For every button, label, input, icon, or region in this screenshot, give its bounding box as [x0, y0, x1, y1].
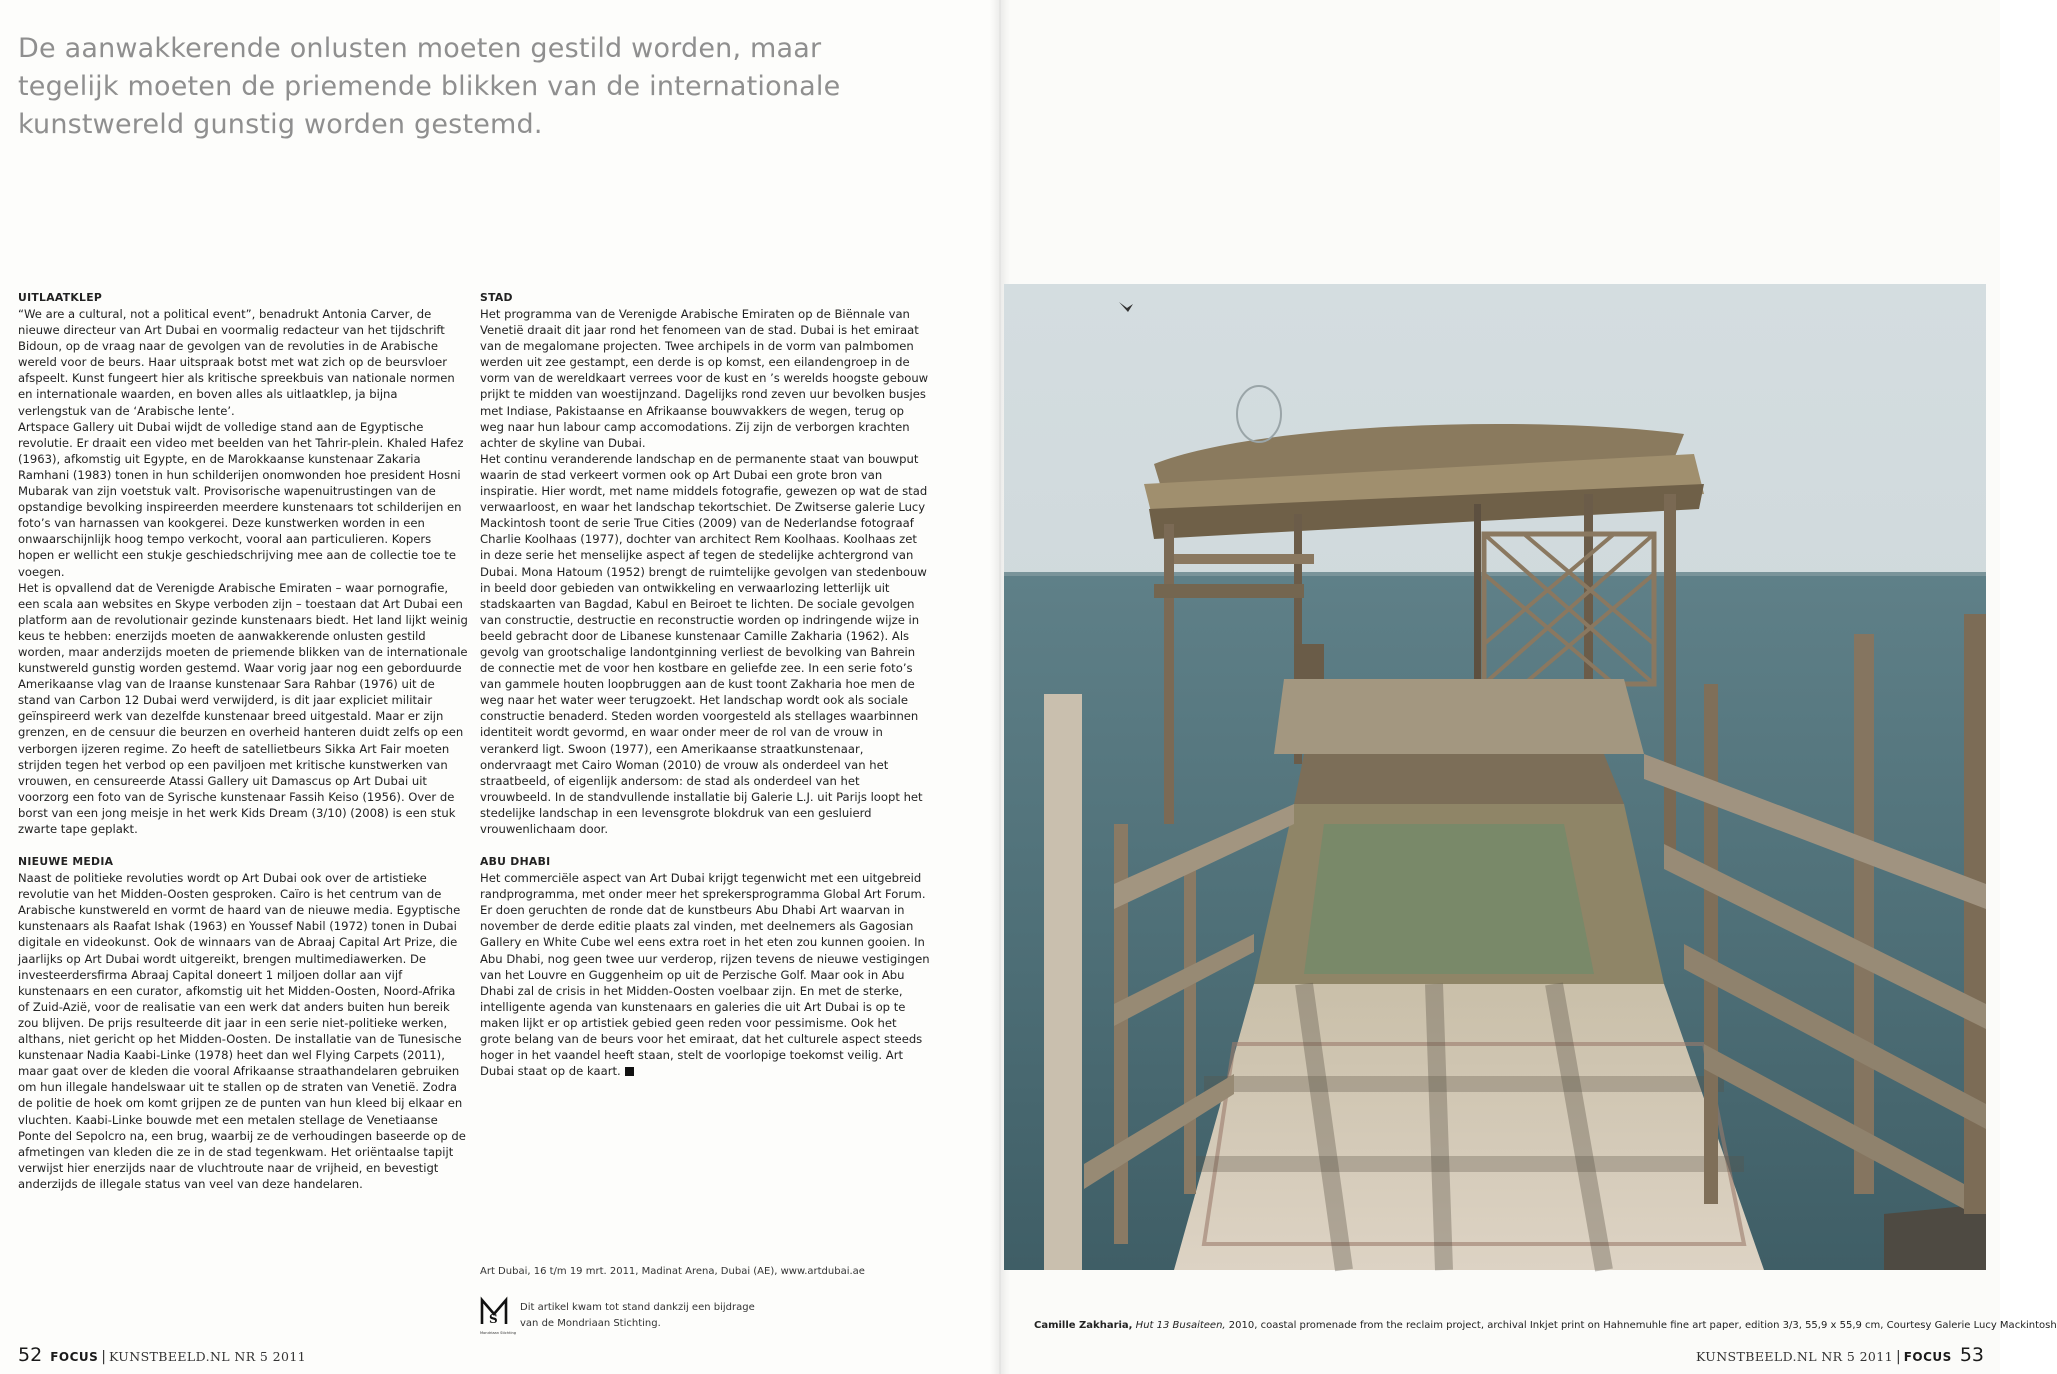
photo-caption — [1034, 1320, 2057, 1331]
footer-left — [18, 1344, 306, 1366]
issue-label: KUNSTBEELD.NL NR 5 2011 — [1695, 1349, 1893, 1364]
credit-text — [520, 1300, 755, 1332]
mondriaan-logo-icon — [480, 1296, 517, 1336]
end-mark-icon — [625, 1067, 634, 1076]
section-heading: NIEUWE MEDIA — [18, 855, 114, 869]
svg-text:S: S — [489, 1312, 498, 1326]
logo-caption: Mondriaan Stichting — [480, 1331, 517, 1335]
footer-right — [1696, 1344, 1984, 1366]
separator: | — [101, 1349, 106, 1365]
caption-artist: Camille Zakharia, — [1034, 1320, 1133, 1331]
page-number: 53 — [1959, 1344, 1984, 1366]
body-paragraph: Artspace Gallery uit Dubai wijdt de volledige stand aan de Egyptische revolutie. Er draait een video met beelden van het Tahrir-plein. Khaled Hafez (1963), afkomstig uit Egypte, en de Marokkaanse kunstenaar Zakaria Ramhani (1983) tonen in hun schilderijen onomwonden hoe president Hosni Mubarak van zijn voetstuk valt. Provisorische wapenuitrustingen van de opstandige bevolking inspireerden meerdere kunstenaars tot schilderijen en foto’s van harnassen van kookgerei. Deze kunstwerken worden in een onwaarschijnlijk hoog tempo verkocht, vooral aan particulieren. Kopers hopen er wellicht een stukje geschiedschrijving mee aan de collectie toe te voegen. — [18, 419, 464, 579]
caption-details: 2010, coastal promenade from the reclaim project, archival Inkjet print on Hahnemuhle fine art paper, edition 3/3, 55,9 x 55,9 cm, Courtesy Galerie Lucy Mackintosh — [1228, 1320, 2057, 1331]
separator: | — [1896, 1349, 1901, 1365]
closing-paragraph-text: Het commerciële aspect van Art Dubai krijgt tegenwicht met een uitgebreid randprogramma, met onder meer het sprekersprogramma Global Art Forum. Er doen geruchten de ronde dat de kunstbeurs Abu Dhabi Art waarvan in november de derde editie plaats zal vinden, met deelnemers als Gagosian Gallery en White Cube wel eens extra roet in het eten zou kunnen gooien. In Abu Dhabi, nog geen twee uur verderop, rijzen tevens de nieuwe vestigingen van het Louvre en Guggenheim op uit de Perzische Golf. Maar ook in Abu Dhabi zal de crisis in het Midden-Oosten voelbaar zijn. En met de sterke, intelligente agenda van kunstenaars en galeries die uit Art Dubai is op te maken lijkt er op artistiek gebied geen reden voor pessimisme. Ook het grote belang van de beurs voor het emiraat, dat het culturele aspect steeds hoger in het vaandel heeft staan, stelt de voorlopige toekomst veilig. Art Dubai staat op de kaart. — [480, 871, 930, 1079]
credit-line: Dit artikel kwam tot stand dankzij een bijdrage — [520, 1302, 755, 1313]
section-heading: UITLAATKLEP — [18, 291, 103, 304]
body-paragraph: Het programma van de Verenigde Arabische Emiraten op de Biënnale van Venetië draait dit jaar rond het fenomeen van de stad. Dubai is het emiraat van de megalomane projecten. Twee archipels in de vorm van palmbomen werden uit zee gestampt, een derde is op komst, een eilandengroep in de vorm van de wereldkaart verrees voor de kust en ’s werelds hoogste gebouw prijkt te midden van woestijnzand. Dagelijks rond zeven uur bevolken busjes met Indiase, Pakistaanse en Afrikaanse bouwvakkers de wegen, terug op weg naar hun labour camp accomodations. Zij zijn de verborgen krachten achter de skyline van Dubai. — [480, 307, 929, 450]
sponsor-credit — [480, 1296, 755, 1336]
pull-quote: De aanwakkerende onlusten moeten gestild worden, maar tegelijk moeten de priemende blikken van de internationale kunstwereld gunstig worden gestemd. — [18, 33, 841, 140]
body-paragraph — [480, 870, 930, 1079]
section-heading: STAD — [480, 291, 513, 304]
page-number: 52 — [18, 1344, 43, 1366]
body-paragraph: Naast de politieke revoluties wordt op Art Dubai ook over de artistieke revolutie van het Midden-Oosten gesproken. Caïro is het centrum van de Arabische kunstwereld en vormt de haard van de nieuwe media. Egyptische kunstenaars als Raafat Ishak (1963) en Youssef Nabil (1972) tonen in Dubai digitale en videokunst. Ook de winnaars van de Abraaj Capital Art Prize, die jaarlijks op Art Dubai wordt uitgereikt, brengen multimediawerken. De investeerdersfirma Abraaj Capital doneert 1 miljoen dollar aan vijf kunstenaars en een curator, afkomstig uit het Midden-Oosten, Noord-Afrika of Zuid-Azië, voor de realisatie van een werk dat anders buiten hun bereik zou blijven. De prijs resulteerde dit jaar in een serie niet-politieke werken, althans, niet gericht op het Midden-Oosten. De installatie van de Tunesische kunstenaar Nadia Kaabi-Linke (1978) heet dan wel Flying Carpets (2011), maar gaat over de kleden die vooral Afrikaanse straathandelaren gebruiken om hun illegale handelswaar uit te stallen op de straten van Venetië. Zodra de politie de hoek om komt grijpen ze de punten van hun kleed bij elkaar en vluchten. Kaabi-Linke bouwde met een metalen stellage de Venetiaanse Ponte del Sepolcro na, een brug, waarbij ze de verhoudingen baseerde op de afmetingen van kleden die ze in de stad tegenkwam. Het oriëntaalse tapijt verwijst hier enerzijds naar de vluchtroute naar de vrijheid, en bevestigt anderzijds de illegale status van veel van deze handelaren. — [18, 871, 466, 1191]
section-heading: ABU DHABI — [480, 855, 551, 869]
caption-title: Hut 13 Busaiteen, — [1135, 1320, 1226, 1331]
body-paragraph: Het continu veranderende landschap en de permanente staat van bouwput waarin de stad verkeert vormen ook op Art Dubai een grote bron van inspiratie. Hier wordt, met name middels fotografie, gewezen op wat de stad verwaarloost, en waar het landschap tekortschiet. De Zwitserse galerie Lucy Mackintosh toont de serie True Cities (2009) van de Nederlandse fotograaf Charlie Koolhaas (1977), dochter van architect Rem Koolhaas. Koolhaas zet in deze serie het menselijke aspect af tegen de stedelijke achtergrond van Dubai. Mona Hatoum (1952) brengt de ruimtelijke gevolgen van stedenbouw in beeld door gebieden van ontwikkeling en verwaarlozing letterlijk uit stadskaarten van Bagdad, Kabul en Beiroet te lichten. De sociale gevolgen van constructie, destructie en reconstructie worden op indringende wijze in beeld gebracht door de Libanese kunstenaar Camille Zakharia (1962). Als gevolg van grootschalige landontginning verliest de bevolking van Bahrein de connectie met de voor hen kostbare en geliefde zee. In een serie foto’s van gammele houten loopbruggen aan de kust toont Zakharia hoe men de weg naar het water weer terugzoekt. Het landschap wordt ook als sociale constructie benaderd. Steden worden voorgesteld als stellages waarbinnen identiteit wordt gevormd, en waar onder meer de rol van de vrouw in verankerd ligt. Swoon (1977), een Amerikaanse straatkunstenaar, ondervraagt met Cairo Woman (2010) de vrouw als onderdeel van het straatbeeld, of eigenlijk andersom: de stad als onderdeel van het vrouwbeeld. In de standvullende installatie bij Galerie L.J. uit Parijs loopt het stedelijke landschap in een levensgrote blokdruk van een gesluierd vrouwenlichaam door. — [480, 451, 928, 836]
article-column-left — [18, 290, 468, 1201]
section-label: FOCUS — [50, 1350, 99, 1364]
body-paragraph: Het is opvallend dat de Verenigde Arabische Emiraten – waar pornografie, een scala aan websites en Skype verboden zijn – toestaan dat Art Dubai een platform aan de revolutionair gezinde kunstenaars biedt. Het land lijkt weinig keus te hebben: enerzijds moeten de aanwakkerende onlusten gestild worden, maar anderzijds moeten de priemende blikken van de internationale kunstwereld gunstig worden gestemd. Waar vorig jaar nog een geborduurde Amerikaanse vlag van de Iraanse kunstenaar Sara Rahbar (1976) uit de stand van Carbon 12 Dubai werd verwijderd, is dit jaar expliciet militair geïnspireerd werk van dezelfde kunstenaar breed uitgestald. Maar er zijn grenzen, en de censuur die beurzen en overheid hanteren duidt zelfs op een verborgen ijzeren regime. Zo heeft de satellietbeurs Sikka Art Fair moeten strijden tegen het verbod op een paviljoen met kritische kunstwerken van vrouwen, en censureerde Atassi Gallery uit Damascus op Art Dubai uit voorzorg een foto van de Syrische kunstenaar Fassih Keiso (1956). Over de borst van een jong meisje in het werk Kids Dream (3/10) (2008) is een stuk zwarte tape geplakt. — [18, 580, 468, 836]
issue-label: KUNSTBEELD.NL NR 5 2011 — [109, 1349, 307, 1364]
artwork-photo — [1004, 284, 1986, 1270]
credit-line: van de Mondriaan Stichting. — [520, 1318, 661, 1329]
article-column-right — [480, 290, 930, 1088]
body-paragraph: “We are a cultural, not a political event”, benadrukt Antonia Carver, de nieuwe directeur van Art Dubai en voormalig redacteur van het tijdschrift Bidoun, op de vraag naar de gevolgen van de revoluties in de Arabische wereld voor de beurs. Haar uitspraak botst met wat zich op de beursvloer afspeelt. Kunst fungeert hier als kritische spreekbuis van nationale normen en internationale waarden, en boven alles als uitlaatklep, ja bijna verlengstuk van de ‘Arabische lente’. — [18, 307, 455, 418]
section-label: FOCUS — [1903, 1350, 1952, 1364]
source-note: Art Dubai, 16 t/m 19 mrt. 2011, Madinat Arena, Dubai (AE), www.artdubai.ae — [480, 1266, 865, 1277]
